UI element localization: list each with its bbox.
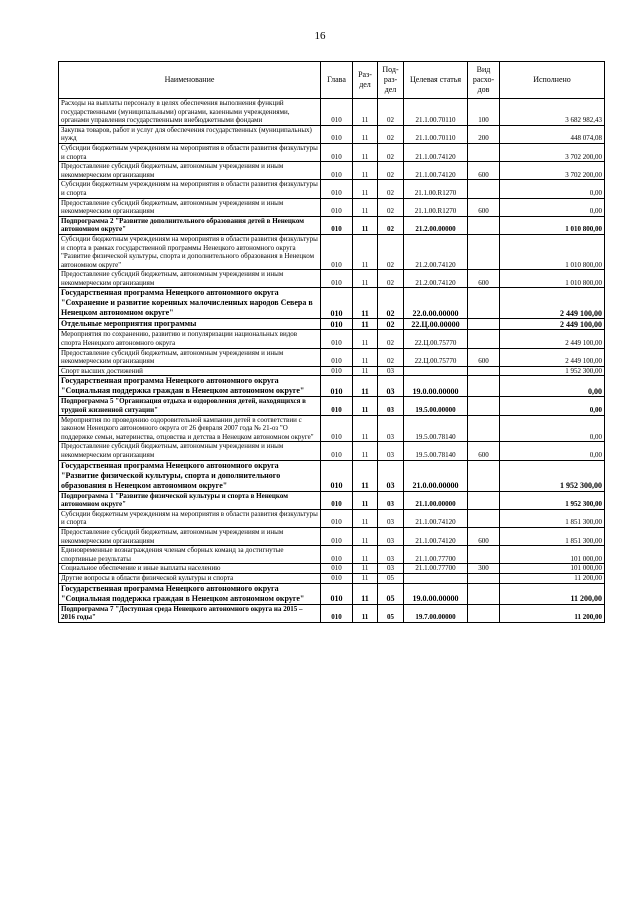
cell-name: Государственная программа Ненецкого автономного округа "Социальная поддержка граждан в Ненецком автономном округе": [59, 583, 321, 604]
cell-name: Предоставление субсидий бюджетным, автономным учреждениям и иным некоммерческим организациям: [59, 527, 321, 545]
cell-executed: 0,00: [500, 397, 605, 415]
cell-name: Субсидии бюджетным учреждениям на мероприятия в области развития физкультуры и спорта в рамках государственной программы Ненецкого автономного округа "Развитие физической культуры, спорта и дополнительного образования в Ненецком автономном округе": [59, 234, 321, 269]
cell-expense-type: [468, 509, 500, 527]
cell-expense-type: 600: [468, 442, 500, 460]
cell-chapter: 010: [321, 366, 353, 376]
cell-section: 11: [353, 442, 378, 460]
cell-chapter: 010: [321, 319, 353, 330]
table-row: [59, 348, 605, 366]
header-row: [59, 62, 605, 99]
cell-executed: 2 449 100,00: [500, 319, 605, 330]
cell-target: 21.2.00.74120: [404, 270, 468, 288]
cell-chapter: 010: [321, 509, 353, 527]
cell-executed: 1 952 300,00: [500, 491, 605, 509]
cell-subsection: 03: [378, 564, 404, 574]
cell-target: 22.Ц.00.00000: [404, 319, 468, 330]
cell-expense-type: [468, 397, 500, 415]
cell-subsection: 02: [378, 162, 404, 180]
cell-target: 19.0.00.00000: [404, 583, 468, 604]
cell-name: Подпрограмма 2 "Развитие дополнительного образования детей в Ненецком автономном округе": [59, 216, 321, 234]
cell-name: Государственная программа Ненецкого автономного округа "Развитие физической культуры, спорта и дополнительного образования в Ненецком автономном округе": [59, 460, 321, 491]
cell-subsection: 02: [378, 125, 404, 143]
cell-target: 21.1.00.77700: [404, 546, 468, 564]
cell-section: 11: [353, 491, 378, 509]
table-row: [59, 491, 605, 509]
cell-section: 11: [353, 288, 378, 319]
cell-subsection: 03: [378, 527, 404, 545]
cell-target: 21.1.00.R1270: [404, 198, 468, 216]
cell-executed: 448 074,08: [500, 125, 605, 143]
table-row: [59, 564, 605, 574]
cell-subsection: 02: [378, 330, 404, 348]
table-row: [59, 573, 605, 583]
cell-section: 11: [353, 509, 378, 527]
cell-expense-type: 300: [468, 564, 500, 574]
cell-section: 11: [353, 415, 378, 442]
cell-target: 21.1.00.74120: [404, 143, 468, 161]
cell-subsection: 05: [378, 604, 404, 622]
cell-subsection: 02: [378, 319, 404, 330]
cell-target: 21.1.00.74120: [404, 527, 468, 545]
cell-executed: 1 952 300,00: [500, 460, 605, 491]
budget-table: [58, 61, 605, 623]
cell-subsection: 03: [378, 376, 404, 397]
cell-chapter: 010: [321, 376, 353, 397]
table-row: [59, 460, 605, 491]
cell-target: 19.5.00.78140: [404, 415, 468, 442]
cell-executed: 11 200,00: [500, 604, 605, 622]
cell-chapter: 010: [321, 162, 353, 180]
cell-expense-type: 600: [468, 162, 500, 180]
cell-section: 11: [353, 99, 378, 126]
cell-expense-type: [468, 460, 500, 491]
cell-target: 19.0.00.00000: [404, 376, 468, 397]
table-row: [59, 583, 605, 604]
cell-expense-type: [468, 573, 500, 583]
cell-name: Спорт высших достижений: [59, 366, 321, 376]
table-body: [59, 99, 605, 623]
cell-expense-type: 600: [468, 198, 500, 216]
cell-expense-type: [468, 415, 500, 442]
cell-executed: 1 010 800,00: [500, 234, 605, 269]
cell-subsection: 02: [378, 270, 404, 288]
cell-name: Подпрограмма 5 "Организация отдыха и оздоровления детей, находящихся в трудной жизненной ситуации": [59, 397, 321, 415]
cell-name: Мероприятия по проведению оздоровительной кампании детей в соответствии с законом Ненецкого автономного округа от 26 февраля 2007 года № 21-оз "О поддержке семьи, материнства, отцовства и детства в Ненецком автономном округе": [59, 415, 321, 442]
cell-section: 11: [353, 216, 378, 234]
cell-target: 22.Ц.00.75770: [404, 330, 468, 348]
header-executed: Исполнено: [500, 62, 605, 99]
cell-name: Социальное обеспечение и иные выплаты населению: [59, 564, 321, 574]
header-expense-type: Вид расхо- дов: [468, 62, 500, 99]
cell-target: 19.5.00.00000: [404, 397, 468, 415]
cell-expense-type: [468, 583, 500, 604]
cell-name: Мероприятия по сохранению, развитию и популяризации национальных видов спорта Ненецкого автономного округа: [59, 330, 321, 348]
cell-chapter: 010: [321, 216, 353, 234]
cell-chapter: 010: [321, 270, 353, 288]
cell-expense-type: 600: [468, 527, 500, 545]
table-row: [59, 180, 605, 198]
cell-expense-type: 600: [468, 348, 500, 366]
cell-expense-type: [468, 546, 500, 564]
cell-section: 11: [353, 397, 378, 415]
cell-chapter: 010: [321, 180, 353, 198]
cell-section: 11: [353, 583, 378, 604]
table-row: [59, 288, 605, 319]
table-row: [59, 270, 605, 288]
cell-section: 11: [353, 330, 378, 348]
cell-section: 11: [353, 376, 378, 397]
cell-target: 19.5.00.78140: [404, 442, 468, 460]
cell-section: 11: [353, 319, 378, 330]
cell-name: Предоставление субсидий бюджетным, автономным учреждениям и иным некоммерческим организациям: [59, 162, 321, 180]
cell-subsection: 03: [378, 546, 404, 564]
cell-executed: 1 851 300,00: [500, 509, 605, 527]
cell-target: 19.7.00.00000: [404, 604, 468, 622]
page-number: 16: [314, 30, 326, 42]
cell-subsection: 03: [378, 460, 404, 491]
cell-subsection: 03: [378, 509, 404, 527]
cell-target: 22.0.00.00000: [404, 288, 468, 319]
cell-chapter: 010: [321, 491, 353, 509]
header-subsection: Под- раз- дел: [378, 62, 404, 99]
cell-chapter: 010: [321, 460, 353, 491]
cell-chapter: 010: [321, 99, 353, 126]
cell-chapter: 010: [321, 330, 353, 348]
table-row: [59, 125, 605, 143]
cell-subsection: 02: [378, 143, 404, 161]
cell-expense-type: 200: [468, 125, 500, 143]
cell-section: 11: [353, 527, 378, 545]
cell-expense-type: 600: [468, 270, 500, 288]
cell-section: 11: [353, 460, 378, 491]
cell-subsection: 03: [378, 442, 404, 460]
cell-name: Подпрограмма 1 "Развитие физической культуры и спорта в Ненецком автономном округе": [59, 491, 321, 509]
cell-chapter: 010: [321, 198, 353, 216]
cell-target: 21.2.00.74120: [404, 234, 468, 269]
cell-chapter: 010: [321, 143, 353, 161]
cell-executed: 0,00: [500, 180, 605, 198]
table-row: [59, 527, 605, 545]
cell-section: 11: [353, 162, 378, 180]
cell-executed: 1 010 800,00: [500, 216, 605, 234]
cell-executed: 3 702 200,00: [500, 162, 605, 180]
cell-target: [404, 573, 468, 583]
cell-name: Подпрограмма 7 "Доступная среда Ненецкого автономного округа на 2015 – 2016 годы": [59, 604, 321, 622]
cell-target: 22.Ц.00.75770: [404, 348, 468, 366]
table-row: [59, 509, 605, 527]
cell-subsection: 02: [378, 234, 404, 269]
cell-section: 11: [353, 125, 378, 143]
cell-target: 21.1.00.00000: [404, 491, 468, 509]
cell-section: 11: [353, 564, 378, 574]
cell-expense-type: [468, 376, 500, 397]
cell-chapter: 010: [321, 604, 353, 622]
table-row: [59, 319, 605, 330]
header-section: Раз- дел: [353, 62, 378, 99]
cell-executed: 2 449 100,00: [500, 288, 605, 319]
table-row: [59, 99, 605, 126]
cell-name: Отдельные мероприятия программы: [59, 319, 321, 330]
cell-executed: 0,00: [500, 198, 605, 216]
cell-name: Предоставление субсидий бюджетным, автономным учреждениям и иным некоммерческим организациям: [59, 348, 321, 366]
cell-section: 11: [353, 366, 378, 376]
cell-target: 21.1.00.74120: [404, 509, 468, 527]
cell-target: 21.1.00.R1270: [404, 180, 468, 198]
cell-expense-type: [468, 143, 500, 161]
cell-section: 11: [353, 180, 378, 198]
cell-expense-type: [468, 234, 500, 269]
cell-subsection: 05: [378, 573, 404, 583]
cell-name: Предоставление субсидий бюджетным, автономным учреждениям и иным некоммерческим организациям: [59, 442, 321, 460]
cell-chapter: 010: [321, 442, 353, 460]
cell-target: 21.0.00.00000: [404, 460, 468, 491]
cell-chapter: 010: [321, 527, 353, 545]
cell-executed: 2 449 100,00: [500, 330, 605, 348]
cell-name: Другие вопросы в области физической культуры и спорта: [59, 573, 321, 583]
cell-expense-type: [468, 216, 500, 234]
cell-executed: 101 000,00: [500, 564, 605, 574]
cell-expense-type: [468, 180, 500, 198]
cell-expense-type: [468, 330, 500, 348]
cell-executed: 11 200,00: [500, 573, 605, 583]
cell-executed: 0,00: [500, 442, 605, 460]
cell-executed: 1 851 300,00: [500, 527, 605, 545]
header-name: Наименование: [59, 62, 321, 99]
cell-expense-type: [468, 604, 500, 622]
table-row: [59, 397, 605, 415]
cell-name: Государственная программа Ненецкого автономного округа "Социальная поддержка граждан в Ненецком автономном округе": [59, 376, 321, 397]
table-row: [59, 366, 605, 376]
cell-section: 11: [353, 348, 378, 366]
cell-executed: 3 682 982,43: [500, 99, 605, 126]
table-row: [59, 604, 605, 622]
cell-chapter: 010: [321, 288, 353, 319]
cell-chapter: 010: [321, 573, 353, 583]
cell-name: Единовременные вознаграждения членам сборных команд за достигнутые спортивные результаты: [59, 546, 321, 564]
cell-subsection: 03: [378, 397, 404, 415]
cell-target: 21.1.00.74120: [404, 162, 468, 180]
cell-executed: 1 010 800,00: [500, 270, 605, 288]
cell-chapter: 010: [321, 564, 353, 574]
cell-section: 11: [353, 604, 378, 622]
cell-chapter: 010: [321, 583, 353, 604]
cell-section: 11: [353, 270, 378, 288]
cell-section: 11: [353, 143, 378, 161]
cell-subsection: 03: [378, 415, 404, 442]
cell-subsection: 02: [378, 348, 404, 366]
cell-chapter: 010: [321, 397, 353, 415]
cell-executed: 101 000,00: [500, 546, 605, 564]
cell-name: Субсидии бюджетным учреждениям на мероприятия в области развития физкультуры и спорта: [59, 143, 321, 161]
cell-executed: 1 952 300,00: [500, 366, 605, 376]
cell-target: 21.1.00.70110: [404, 125, 468, 143]
cell-subsection: 03: [378, 491, 404, 509]
header-chapter: Глава: [321, 62, 353, 99]
cell-executed: 3 702 200,00: [500, 143, 605, 161]
cell-subsection: 02: [378, 99, 404, 126]
cell-name: Предоставление субсидий бюджетным, автономным учреждениям и иным некоммерческим организациям: [59, 270, 321, 288]
cell-section: 11: [353, 546, 378, 564]
table-row: [59, 376, 605, 397]
cell-chapter: 010: [321, 348, 353, 366]
cell-name: Субсидии бюджетным учреждениям на мероприятия в области развития физкультуры и спорта: [59, 180, 321, 198]
cell-section: 11: [353, 573, 378, 583]
cell-chapter: 010: [321, 234, 353, 269]
table-row: [59, 234, 605, 269]
cell-subsection: 02: [378, 288, 404, 319]
table-row: [59, 546, 605, 564]
table-row: [59, 162, 605, 180]
table-row: [59, 415, 605, 442]
cell-target: 21.1.00.70110: [404, 99, 468, 126]
cell-subsection: 02: [378, 180, 404, 198]
cell-executed: 0,00: [500, 415, 605, 442]
cell-chapter: 010: [321, 125, 353, 143]
cell-executed: 0,00: [500, 376, 605, 397]
cell-expense-type: [468, 366, 500, 376]
cell-expense-type: [468, 491, 500, 509]
cell-subsection: 05: [378, 583, 404, 604]
table-row: [59, 442, 605, 460]
cell-subsection: 02: [378, 216, 404, 234]
cell-expense-type: 100: [468, 99, 500, 126]
cell-chapter: 010: [321, 415, 353, 442]
table-row: [59, 198, 605, 216]
cell-target: 21.1.00.77700: [404, 564, 468, 574]
table-row: [59, 143, 605, 161]
table-row: [59, 216, 605, 234]
cell-name: Субсидии бюджетным учреждениям на мероприятия в области развития физкультуры и спорта: [59, 509, 321, 527]
header-target: Целевая статья: [404, 62, 468, 99]
cell-target: 21.2.00.00000: [404, 216, 468, 234]
cell-subsection: 03: [378, 366, 404, 376]
cell-subsection: 02: [378, 198, 404, 216]
cell-executed: 2 449 100,00: [500, 348, 605, 366]
cell-section: 11: [353, 198, 378, 216]
table-row: [59, 330, 605, 348]
cell-chapter: 010: [321, 546, 353, 564]
cell-target: [404, 366, 468, 376]
cell-executed: 11 200,00: [500, 583, 605, 604]
cell-expense-type: [468, 288, 500, 319]
cell-name: Государственная программа Ненецкого автономного округа "Сохранение и развитие коренных малочисленных народов Севера в Ненецком автономном округе": [59, 288, 321, 319]
cell-name: Закупка товаров, работ и услуг для обеспечения государственных (муниципальных) нужд: [59, 125, 321, 143]
cell-name: Расходы на выплаты персоналу в целях обеспечения выполнения функций государственными (муниципальными) органами, казенными учреждениями, органами управления государственными внебюджетными фондами: [59, 99, 321, 126]
cell-expense-type: [468, 319, 500, 330]
cell-name: Предоставление субсидий бюджетным, автономным учреждениям и иным некоммерческим организациям: [59, 198, 321, 216]
cell-section: 11: [353, 234, 378, 269]
